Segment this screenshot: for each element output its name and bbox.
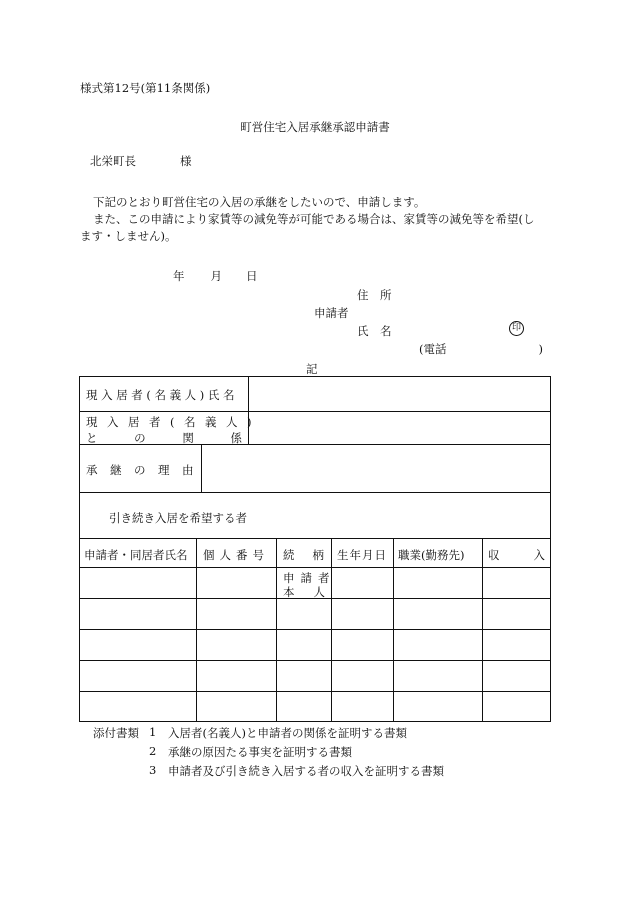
row1-relation-line-1: 申請者	[283, 571, 336, 585]
continuing-residents-label: 引き続き入居を希望する者	[109, 511, 247, 525]
relation-label-line-2: と の 関 係	[86, 431, 242, 445]
row1-relation-line-2: 本人	[283, 585, 325, 599]
attachment-text-1: 入居者(名義人)と申請者の関係を証明する書類	[168, 726, 407, 740]
body-line-1: 下記のとおり町営住宅の入居の承継をしたいので、申請します。	[93, 195, 426, 209]
ki-label: 記	[306, 362, 318, 376]
date-month: 月	[210, 269, 222, 283]
seal-mark: 印	[509, 321, 524, 336]
reason-label: 承継の理由	[86, 463, 206, 477]
date-day: 日	[246, 269, 258, 283]
col-header-income: 収 入	[488, 548, 545, 562]
date-year: 年	[173, 269, 185, 283]
addressee-honorific: 様	[180, 154, 192, 168]
phone-label: (電話 )	[419, 342, 543, 356]
attachment-text-2: 承継の原因たる事実を証明する書類	[168, 745, 352, 759]
page-title: 町営住宅入居承継承認申請書	[240, 120, 390, 134]
col-header-name: 申請者・同居者氏名	[84, 548, 188, 562]
attachment-num-3: 3	[149, 763, 157, 777]
body-line-3: ます・しません)。	[80, 229, 177, 243]
form-number: 様式第12号(第11条関係)	[80, 81, 211, 95]
attachment-num-1: 1	[149, 725, 157, 739]
relation-label-line-1: 現入居者(名義人)	[86, 415, 261, 429]
applicant-label: 申請者	[314, 306, 349, 320]
address-label: 住 所	[357, 288, 392, 302]
attachments-label: 添付書類	[93, 726, 139, 740]
addressee-name: 北栄町長	[90, 154, 136, 168]
col-header-relationship: 続柄	[283, 548, 342, 562]
resident-name-label: 現入居者(名義人)氏名	[86, 388, 239, 402]
col-header-birthdate: 生年月日	[337, 548, 387, 562]
attachment-num-2: 2	[149, 744, 157, 758]
col-header-occupation: 職業(勤務先)	[398, 548, 465, 562]
attachment-text-3: 申請者及び引き続き入居する者の収入を証明する書類	[168, 764, 444, 778]
name-label: 氏 名	[357, 324, 392, 338]
body-line-2: また、この申請により家賃等の減免等が可能である場合は、家賃等の減免等を希望(し	[93, 212, 535, 226]
col-header-personal-number: 個人番号	[203, 548, 269, 562]
